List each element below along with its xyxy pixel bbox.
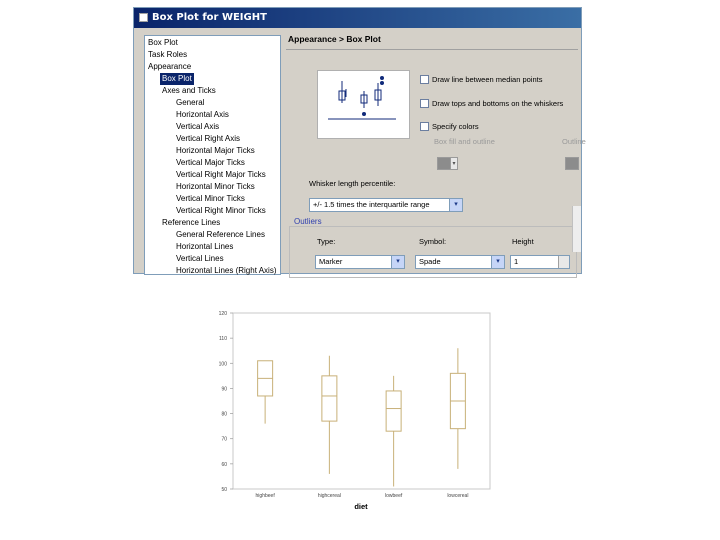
- x-tick-label: highcereal: [317, 493, 341, 499]
- panel-breadcrumb: Appearance > Box Plot: [288, 34, 381, 44]
- x-axis-title: diet: [354, 502, 368, 511]
- tree-item[interactable]: Box Plot: [162, 74, 192, 83]
- tree-item[interactable]: General Reference Lines: [176, 230, 265, 239]
- dialog-title: Box Plot for WEIGHT: [152, 12, 267, 23]
- tree-item[interactable]: Vertical Right Axis: [176, 134, 241, 143]
- draw-line-median-label: Draw line between median points: [432, 75, 543, 84]
- chevron-down-icon[interactable]: ▾: [449, 199, 462, 211]
- tree-item[interactable]: Vertical Lines: [176, 254, 224, 263]
- y-tick-label: 120: [218, 311, 227, 317]
- height-label: Height: [512, 237, 534, 246]
- y-tick-label: 70: [221, 436, 227, 443]
- tree-item[interactable]: Task Roles: [148, 50, 188, 59]
- x-tick-label: highbeef: [255, 493, 275, 499]
- y-tick-label: 100: [218, 361, 227, 368]
- outlier-symbol-value: Spade: [419, 257, 441, 266]
- y-tick-label: 80: [221, 411, 227, 418]
- y-tick-label: 110: [219, 336, 227, 343]
- outlier-height-value: 1: [514, 257, 519, 266]
- whisker-length-label: Whisker length percentile:: [309, 179, 396, 188]
- x-tick-label: lowcereal: [447, 493, 469, 499]
- symbol-label: Symbol:: [419, 237, 447, 246]
- box-fill-label: Box fill and outline: [434, 137, 495, 146]
- type-label: Type:: [317, 237, 336, 246]
- chevron-down-icon[interactable]: ▾: [391, 256, 404, 268]
- outline-label: Outline: [562, 137, 586, 146]
- y-tick-label: 90: [221, 386, 227, 393]
- tree-item[interactable]: Appearance: [148, 62, 192, 71]
- tree-item[interactable]: Vertical Minor Ticks: [176, 194, 245, 203]
- outlier-type-value: Marker: [319, 257, 343, 266]
- tree-item[interactable]: Horizontal Minor Ticks: [176, 182, 255, 191]
- tree-item[interactable]: Vertical Major Ticks: [176, 158, 245, 167]
- y-tick-label: 50: [221, 487, 227, 493]
- tree-item[interactable]: General: [176, 98, 205, 107]
- chevron-down-icon[interactable]: ▾: [450, 157, 458, 170]
- specify-colors-label: Specify colors: [432, 122, 479, 131]
- tree-item[interactable]: Box Plot: [148, 38, 178, 47]
- tree-item[interactable]: Horizontal Axis: [176, 110, 229, 119]
- tree-item[interactable]: Vertical Axis: [176, 122, 220, 131]
- tree-item[interactable]: Vertical Right Major Ticks: [176, 170, 266, 179]
- x-tick-label: lowbeef: [385, 493, 403, 499]
- tree-item[interactable]: Vertical Right Minor Ticks: [176, 206, 266, 215]
- draw-tops-bottoms-label: Draw tops and bottoms on the whiskers: [432, 99, 564, 108]
- y-tick-label: 60: [221, 461, 227, 468]
- tree-item[interactable]: Horizontal Lines: [176, 242, 234, 251]
- whisker-length-value: +/- 1.5 times the interquartile range: [313, 200, 430, 209]
- chevron-down-icon[interactable]: ▾: [491, 256, 504, 268]
- tree-item[interactable]: Reference Lines: [162, 218, 221, 227]
- tree-item[interactable]: Horizontal Major Ticks: [176, 146, 255, 155]
- tree-item[interactable]: Horizontal Lines (Right Axis): [176, 266, 277, 275]
- outliers-legend: Outliers: [294, 217, 322, 226]
- tree-item[interactable]: Axes and Ticks: [162, 86, 216, 95]
